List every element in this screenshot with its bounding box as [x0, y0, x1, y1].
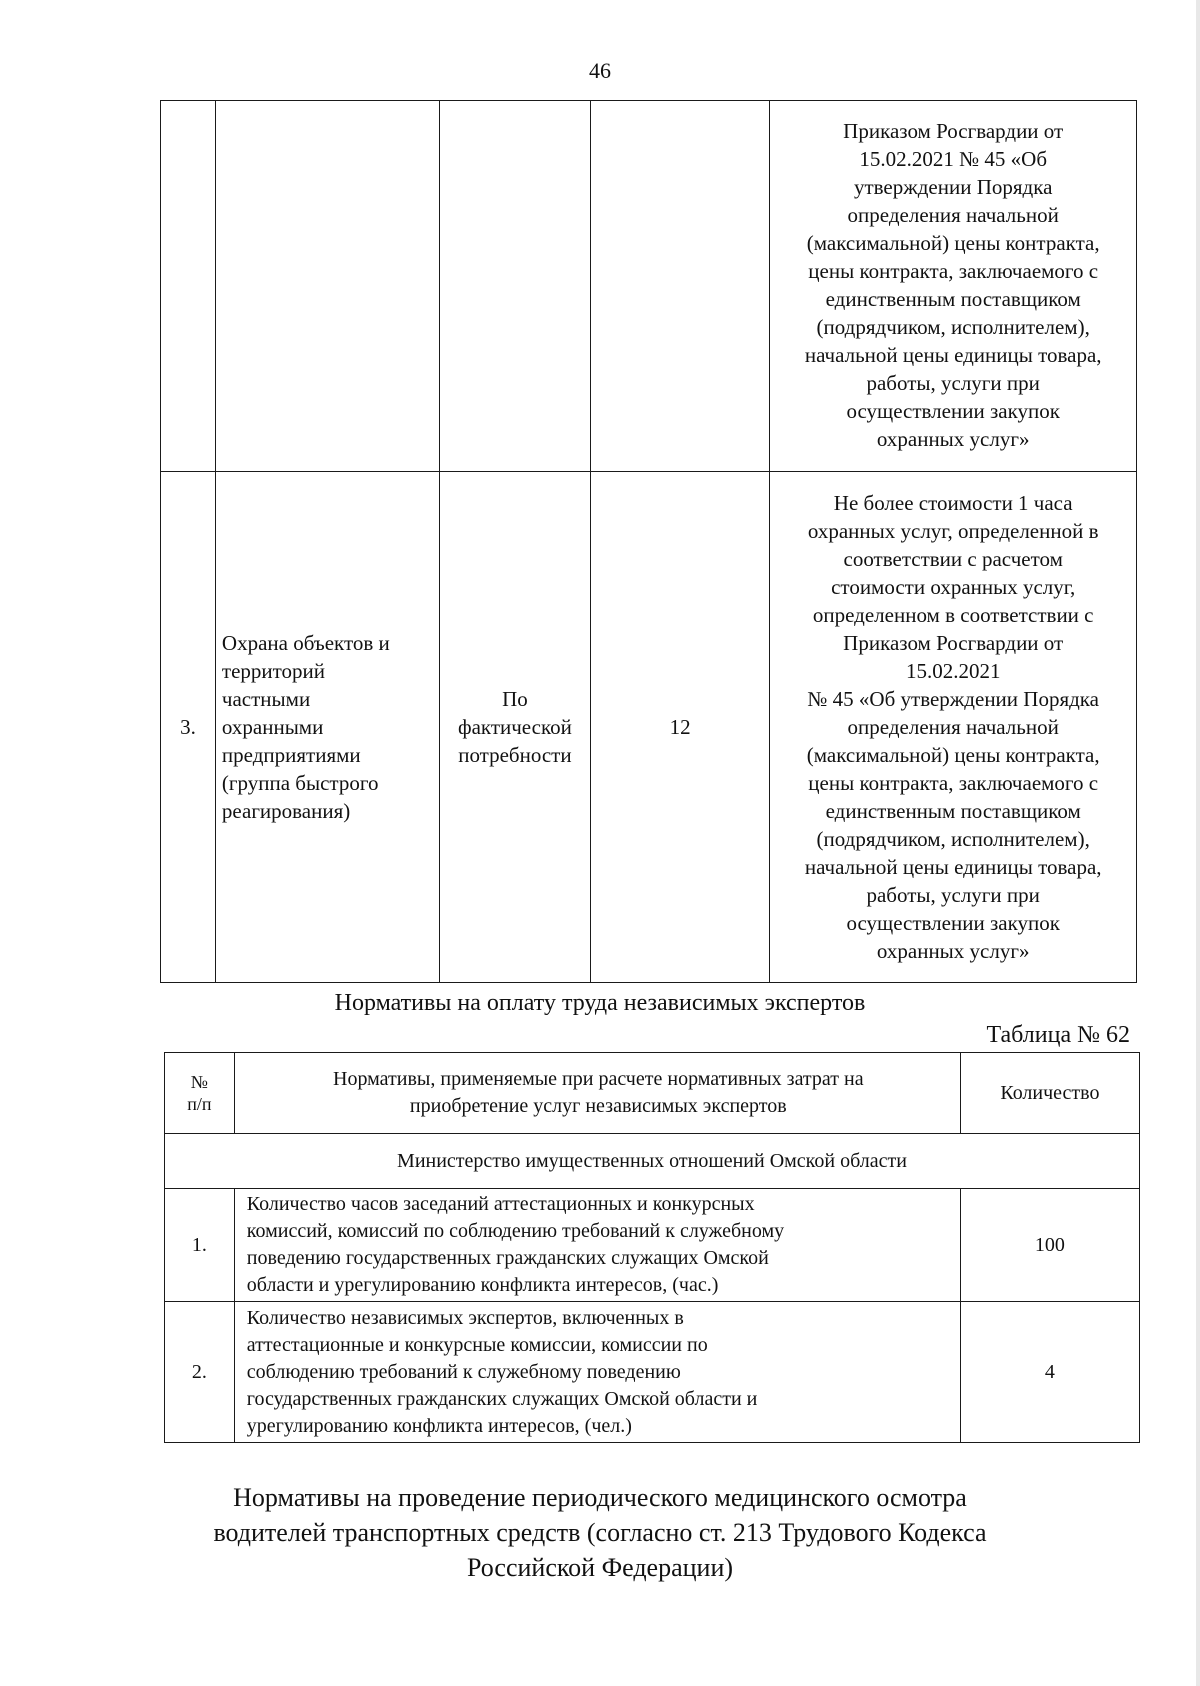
- text-line: осуществлении закупок: [846, 399, 1060, 423]
- text-line: 15.02.2021: [905, 659, 1001, 683]
- text-line: охранных услуг»: [876, 427, 1030, 451]
- text-line: По: [502, 687, 528, 711]
- cell-qty: 4: [960, 1302, 1139, 1443]
- text-line: Количество независимых экспертов, включенных в: [246, 1306, 684, 1329]
- cell-num: 2.: [165, 1302, 235, 1443]
- text-line: единственным поставщиком: [825, 287, 1081, 311]
- text-line: стоимости охранных услуг,: [831, 575, 1076, 599]
- cell-need: [439, 472, 590, 983]
- text-line: частными: [221, 687, 311, 711]
- text-line: приобретение услуг независимых экспертов: [409, 1095, 787, 1117]
- text-line: определения начальной: [847, 203, 1059, 227]
- cell-price-basis: [770, 101, 1137, 472]
- text-line: (максимальной) цены контракта,: [806, 743, 1100, 767]
- text-line: урегулированию конфликта интересов, (чел.): [246, 1414, 632, 1437]
- text-line: Количество часов заседаний аттестационных и конкурсных: [246, 1193, 755, 1215]
- cell-num: 3.: [161, 472, 216, 983]
- text-line: единственным поставщиком: [825, 799, 1081, 823]
- text-line: Охрана объектов и: [221, 631, 390, 655]
- text-line: реагирования): [221, 799, 351, 823]
- text-line: работы, услуги при: [866, 883, 1040, 907]
- cell-desc: [234, 1302, 960, 1443]
- text-line: п/п: [187, 1094, 212, 1114]
- text-line: определения начальной: [847, 715, 1059, 739]
- text-line: Нормативы, применяемые при расчете нормативных затрат на: [333, 1068, 864, 1090]
- header-desc: [234, 1053, 960, 1134]
- cell-num: 1.: [165, 1189, 235, 1302]
- section-row-label: Министерство имущественных отношений Омской области: [165, 1134, 1140, 1189]
- text-line: Приказом Росгвардии от: [843, 631, 1064, 655]
- text-line: №: [190, 1072, 208, 1092]
- text-line: осуществлении закупок: [846, 911, 1060, 935]
- table-header-row: [165, 1053, 1140, 1134]
- text-line: поведению государственных гражданских служащих Омской: [246, 1247, 769, 1269]
- cell-price-basis: [770, 472, 1137, 983]
- text-line: фактической: [457, 715, 572, 739]
- text-line: области и урегулированию конфликта интересов, (час.): [246, 1274, 719, 1296]
- experts-table: [164, 1052, 1140, 1443]
- header-qty: Количество: [960, 1053, 1139, 1134]
- text-line: охранных услуг»: [876, 939, 1030, 963]
- section-row: [165, 1134, 1140, 1189]
- text-line: (группа быстрого: [221, 771, 379, 795]
- table-row: [165, 1189, 1140, 1302]
- text-line: Не более стоимости 1 часа: [833, 491, 1073, 515]
- table-label: Таблица № 62: [986, 1022, 1130, 1048]
- text-line: 15.02.2021 № 45 «Об: [859, 147, 1048, 171]
- text-line: начальной цены единицы товара,: [804, 855, 1102, 879]
- text-line: водителей транспортных средств (согласно ст. 213 Трудового Кодекса: [213, 1518, 987, 1547]
- cell-qty: 100: [960, 1189, 1139, 1302]
- header-num: [165, 1053, 235, 1134]
- text-line: Нормативы на проведение периодического медицинского осмотра: [233, 1483, 967, 1512]
- text-line: предприятиями: [221, 743, 361, 767]
- section-title: [0, 1480, 1200, 1585]
- cell-count: [590, 101, 769, 472]
- text-line: цены контракта, заключаемого с: [808, 259, 1099, 283]
- text-line: Приказом Росгвардии от: [843, 119, 1064, 143]
- text-line: соблюдению требований к служебному поведению: [246, 1360, 681, 1383]
- cell-need: [439, 101, 590, 472]
- cell-num: [161, 101, 216, 472]
- text-line: соответствии с расчетом: [843, 547, 1063, 571]
- text-line: определенном в соответствии с: [812, 603, 1094, 627]
- scan-edge: [1196, 0, 1200, 1686]
- cell-count: 12: [590, 472, 769, 983]
- section-title: Нормативы на оплату труда независимых экспертов: [334, 990, 866, 1016]
- table-row: [165, 1302, 1140, 1443]
- cell-name: [215, 472, 439, 983]
- text-line: (подрядчиком, исполнителем),: [816, 315, 1090, 339]
- text-line: потребности: [458, 743, 572, 767]
- text-line: работы, услуги при: [866, 371, 1040, 395]
- page-number: 46: [589, 58, 611, 83]
- text-line: аттестационные и конкурсные комиссии, комиссии по: [246, 1333, 708, 1356]
- cell-desc: [234, 1189, 960, 1302]
- table-row: [161, 101, 1137, 472]
- text-line: цены контракта, заключаемого с: [808, 771, 1099, 795]
- text-line: охранных услуг, определенной в: [807, 519, 1099, 543]
- table-row: [161, 472, 1137, 983]
- text-line: № 45 «Об утверждении Порядка: [807, 687, 1099, 711]
- text-line: комиссий, комиссий по соблюдению требований к служебному: [246, 1220, 785, 1242]
- text-line: государственных гражданских служащих Омской области и: [246, 1387, 758, 1410]
- text-line: (подрядчиком, исполнителем),: [816, 827, 1090, 851]
- text-line: Российской Федерации): [466, 1553, 734, 1582]
- cell-name: [215, 101, 439, 472]
- text-line: территорий: [221, 659, 326, 683]
- text-line: охранными: [221, 715, 324, 739]
- text-line: начальной цены единицы товара,: [804, 343, 1102, 367]
- text-line: (максимальной) цены контракта,: [806, 231, 1100, 255]
- continued-table: [160, 100, 1137, 983]
- text-line: утверждении Порядка: [853, 175, 1053, 199]
